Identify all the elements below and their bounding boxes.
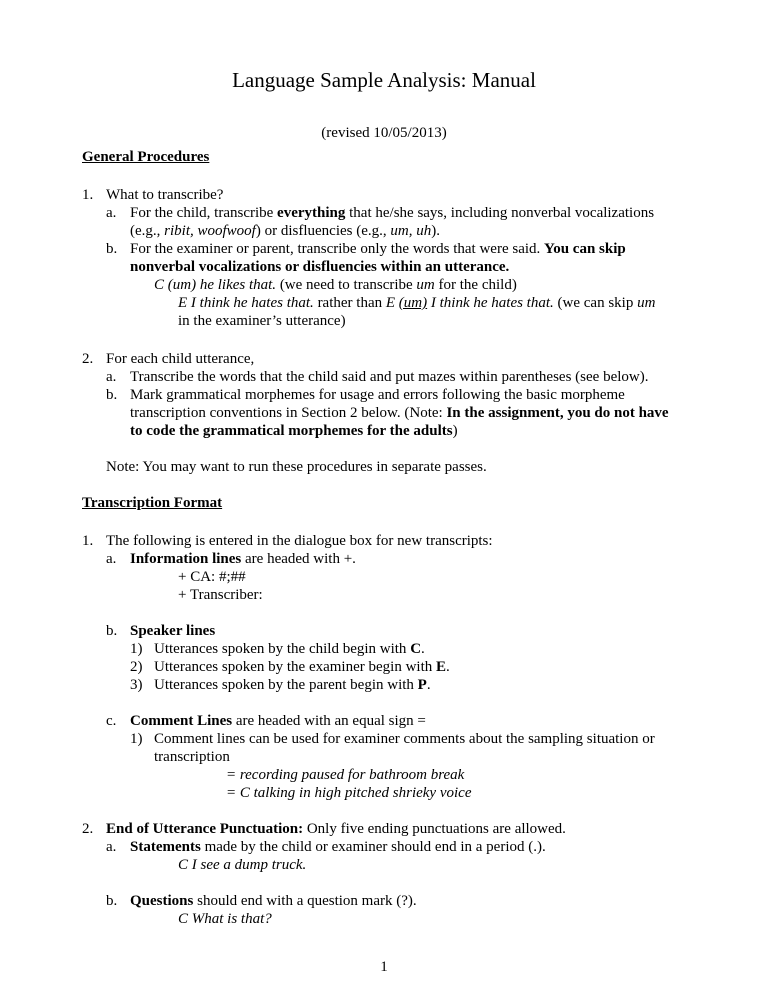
page-title: Language Sample Analysis: Manual: [232, 68, 536, 92]
item-2b-line2: transcription conventions in Section 2 below. (Note: In the assignment, you do not have: [130, 405, 669, 421]
speaker-parent-text: Utterances spoken by the parent begin with P.: [154, 677, 431, 693]
format-item-1-number: 1.: [82, 533, 94, 549]
item-1a-line1: For the child, transcribe everything that he/she says, including nonverbal vocalizations: [130, 205, 655, 221]
speaker-3-number: 3): [130, 677, 143, 693]
speaker-2-number: 2): [130, 659, 143, 675]
general-procedures-heading: General Procedures: [82, 149, 210, 165]
format-item-2a-label: a.: [106, 839, 117, 855]
transcription-format-heading: Transcription Format: [82, 495, 223, 511]
procedures-note: Note: You may want to run these procedures in separate passes.: [106, 459, 487, 475]
example-examiner-line2: in the examiner’s utterance): [178, 313, 346, 329]
format-item-1c-label: c.: [106, 713, 117, 729]
format-item-2b-label: b.: [106, 893, 118, 909]
item-2b-line3: to code the grammatical morphemes for the adults): [130, 423, 458, 439]
example-examiner-line1: E I think he hates that. rather than E (um) I think he hates that. (we can skip um: [178, 295, 656, 311]
information-lines-text: Information lines are headed with +.: [130, 551, 356, 567]
item-1a-label: a.: [106, 205, 117, 221]
item-1-text: What to transcribe?: [106, 187, 224, 203]
comment-1-line2: transcription: [154, 749, 230, 765]
comment-lines-text: Comment Lines are headed with an equal sign =: [130, 713, 426, 729]
questions-text: Questions should end with a question mark (?).: [130, 893, 417, 909]
item-1-number: 1.: [82, 187, 94, 203]
speaker-child-text: Utterances spoken by the child begin with C.: [154, 641, 425, 657]
info-line-transcriber: + Transcriber:: [178, 587, 263, 603]
example-child-um: C (um) he likes that. (we need to transcribe um for the child): [154, 277, 517, 293]
item-2b-label: b.: [106, 387, 118, 403]
item-2a-text: Transcribe the words that the child said and put mazes within parentheses (see below).: [130, 369, 649, 385]
format-item-1-text: The following is entered in the dialogue box for new transcripts:: [106, 533, 493, 549]
revision-date: (revised 10/05/2013): [321, 125, 447, 141]
format-item-2-number: 2.: [82, 821, 94, 837]
item-1b-label: b.: [106, 241, 118, 257]
statements-text: Statements made by the child or examiner should end in a period (.).: [130, 839, 546, 855]
statement-example: C I see a dump truck.: [178, 857, 307, 873]
item-2-number: 2.: [82, 351, 94, 367]
item-2b-line1: Mark grammatical morphemes for usage and errors following the basic morpheme: [130, 387, 625, 403]
comment-example-2: = C talking in high pitched shrieky voice: [226, 785, 472, 801]
speaker-1-number: 1): [130, 641, 143, 657]
end-punctuation-text: End of Utterance Punctuation: Only five ending punctuations are allowed.: [106, 821, 566, 837]
item-1a-line2: (e.g., ribit, woofwoof) or disfluencies (e.g., um, uh).: [130, 223, 440, 239]
question-example: C What is that?: [178, 911, 272, 927]
item-2a-label: a.: [106, 369, 117, 385]
comment-1-number: 1): [130, 731, 143, 747]
item-1b-line1: For the examiner or parent, transcribe only the words that were said. You can skip: [130, 241, 626, 257]
comment-1-line1: Comment lines can be used for examiner comments about the sampling situation or: [154, 731, 655, 747]
speaker-lines-heading: Speaker lines: [130, 623, 216, 639]
item-2-text: For each child utterance,: [106, 351, 255, 367]
info-line-ca: + CA: #;##: [178, 569, 246, 585]
item-1b-line2: nonverbal vocalizations or disfluencies within an utterance.: [130, 259, 510, 275]
page-number: 1: [380, 959, 388, 975]
format-item-1b-label: b.: [106, 623, 118, 639]
comment-example-1: = recording paused for bathroom break: [226, 767, 465, 783]
format-item-1a-label: a.: [106, 551, 117, 567]
speaker-examiner-text: Utterances spoken by the examiner begin with E.: [154, 659, 450, 675]
